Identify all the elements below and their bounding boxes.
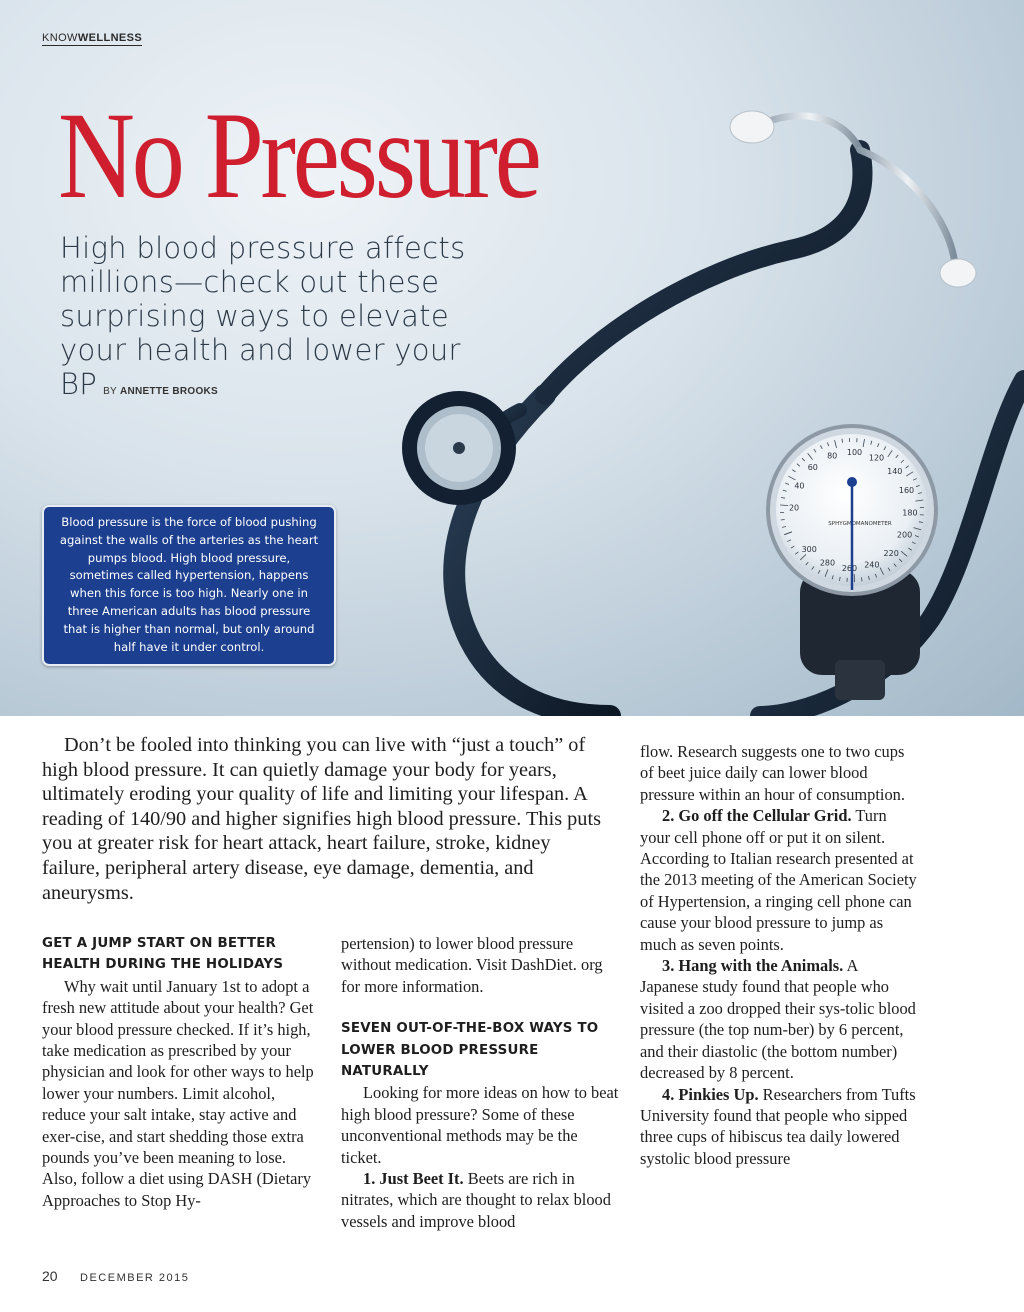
tip-1-continuation: flow. Research suggests one to two cups of beet juice daily can lower blood pressure within an hour of consumption.: [640, 742, 905, 804]
tip-1-title: 1. Just Beet It.: [363, 1169, 464, 1189]
page-footer: [42, 1268, 189, 1286]
issue-date: DECEMBER 2015: [80, 1272, 190, 1284]
section-heading-holidays: GET A JUMP START ON BETTER HEALTH DURING THE HOLIDAYS: [42, 936, 284, 973]
gauge-scale-label: 80: [827, 451, 838, 461]
page-number: 20: [42, 1268, 58, 1284]
gauge-scale-label: 140: [887, 466, 903, 476]
subtitle: [60, 231, 520, 409]
tip-4-title: 4. Pinkies Up.: [662, 1084, 759, 1104]
gauge-scale-label: 300: [801, 545, 817, 555]
gauge-scale-label: 60: [807, 463, 818, 473]
tip-2: [640, 805, 918, 955]
section-label: KNOWWELLNESS: [42, 32, 143, 44]
gauge-scale-label: 220: [883, 548, 899, 558]
article-column-2: [341, 933, 619, 1232]
byline: BY ANNETTE BROOKS: [103, 386, 219, 397]
tip-3: [640, 955, 918, 1083]
body-paragraph-continuation: pertension) to lower blood pressure without medication. Visit DashDiet. org for more information.: [341, 934, 603, 996]
gauge-tick: [861, 577, 862, 581]
stethoscope-y-tube: [545, 150, 862, 395]
page-title: No Pressure: [58, 87, 539, 224]
tip-2-title: 2. Go off the Cellular Grid.: [662, 806, 852, 826]
gauge-needle-hub: [847, 477, 857, 487]
intro-paragraph: Don’t be fooled into thinking you can live with “just a touch” of high blood pressure. It can quietly damage your body for years, ultimately eroding your quality of life and limiting your lifespan. A reading of 140/90 and higher signifies high blood pressure. This puts you at greater risk for heart attack, heart failure, stroke, kidney failure, peripheral artery disease, eye damage, dementia, and aneurysms.: [42, 734, 601, 904]
tip-2-text: Turn your cell phone off or put it on silent. According to Italian research presented at the 2013 meeting of the American Society of Hypertension, a ringing cell phone can cause your blood pressure to jump as much as seven points.: [640, 806, 917, 954]
section-heading-seven-ways: SEVEN OUT-OF-THE-BOX WAYS TO LOWER BLOOD PRESSURE NATURALLY: [341, 1021, 599, 1080]
gauge-tick: [842, 439, 843, 443]
ear-tip-left: [730, 111, 774, 143]
binaural-left: [760, 116, 860, 150]
gauge-scale-label: 20: [788, 503, 800, 513]
gauge-brand-label: SPHYGMOMANOMETER: [828, 521, 892, 527]
binaural-right: [860, 150, 955, 265]
gauge-scale-label: 160: [898, 486, 915, 496]
article-column-1: [42, 933, 320, 1211]
gauge-scale-label: 180: [902, 508, 918, 518]
tip-4: [640, 1084, 918, 1170]
body-paragraph: Why wait until January 1st to adopt a fresh new attitude about your health? Get your blood pressure checked. If it’s high, take medication as prescribed by your physician and look for other ways to help lower your numbers. Limit alcohol, reduce your salt intake, stay active and exer-cise, and start shedding those extra pounds you’ve been meaning to lose. Also, follow a diet using DASH (Dietary Approaches to Stop Hy-: [42, 976, 314, 1210]
gauge-tick: [780, 505, 788, 506]
gauge-scale-label: 120: [868, 453, 885, 463]
definition-callout: Blood pressure is the force of blood pushing against the walls of the arteries as the heart pumps blood. High blood pressure, sometimes called hypertension, happens when this force is too high. Nearly one in three American adults has blood pressure that is higher than normal, but only around half have it under control.: [42, 505, 336, 666]
gauge-scale-label: 100: [846, 448, 863, 458]
gauge-scale-label: 200: [896, 530, 913, 540]
tip-3-title: 3. Hang with the Animals.: [662, 956, 844, 976]
author-name: ANNETTE BROOKS: [119, 386, 219, 397]
tip-4-text: Researchers from Tufts University found that people who sipped three cups of hibiscus tea daily lowered systolic blood pressure: [640, 1084, 916, 1168]
tip-3-text: A Japanese study found that people who visited a zoo dropped their sys-tolic blood pressure (the top num-ber) by 6 percent, and their diastolic (the bottom number) decreased by 8 percent.: [640, 956, 916, 1083]
gauge-scale-label: 240: [864, 560, 880, 570]
tip-1: [341, 1168, 619, 1232]
ear-tip-right: [940, 259, 976, 287]
gauge-tick: [781, 519, 785, 520]
gauge-scale-label: 280: [819, 558, 836, 568]
article-column-3: [640, 741, 918, 1169]
body-paragraph: Looking for more ideas on how to beat high blood pressure? Some of these unconventional methods may be the ticket.: [341, 1083, 619, 1167]
tip-1-text: Beets are rich in nitrates, which are thought to relax blood vessels and improve blood: [341, 1169, 611, 1231]
gauge-scale-label: 260: [841, 563, 858, 573]
subtitle-text: High blood pressure affects millions—check out these surprising ways to elevate your health and lower your BP: [60, 231, 466, 401]
gauge-scale-label: 40: [794, 481, 805, 491]
